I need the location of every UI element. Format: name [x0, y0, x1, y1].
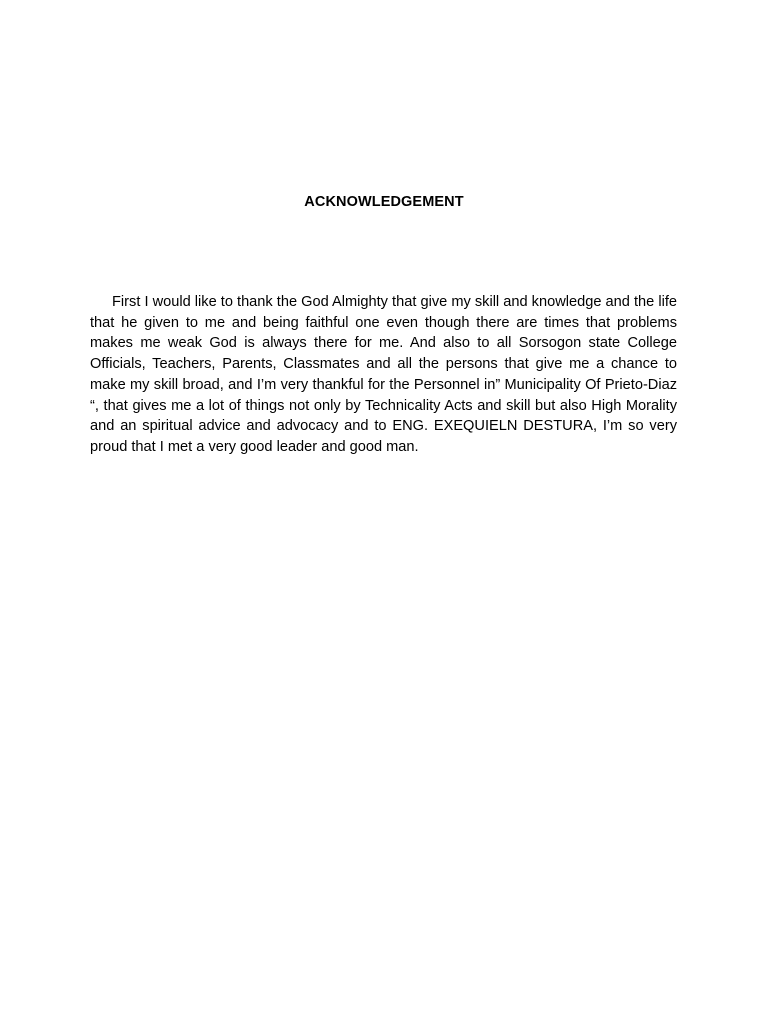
- page-title: ACKNOWLEDGEMENT: [304, 194, 464, 210]
- acknowledgement-paragraph: First I would like to thank the God Almighty that give my skill and knowledge and the life that he given to me and being faithful one even though there are times that problems makes me weak God is always there for me. And also to all Sorsogon state College Officials, Teachers, Parents, Classmates and all the persons that give me a chance to make my skill broad, and I’m very thankful for the Personnel in” Municipality Of Prieto-Diaz “, that gives me a lot of things not only by Technicality Acts and skill but also High Morality and an spiritual advice and advocacy and to ENG. EXEQUIELN DESTURA, I’m so very proud that I met a very good leader and good man.: [90, 294, 677, 455]
